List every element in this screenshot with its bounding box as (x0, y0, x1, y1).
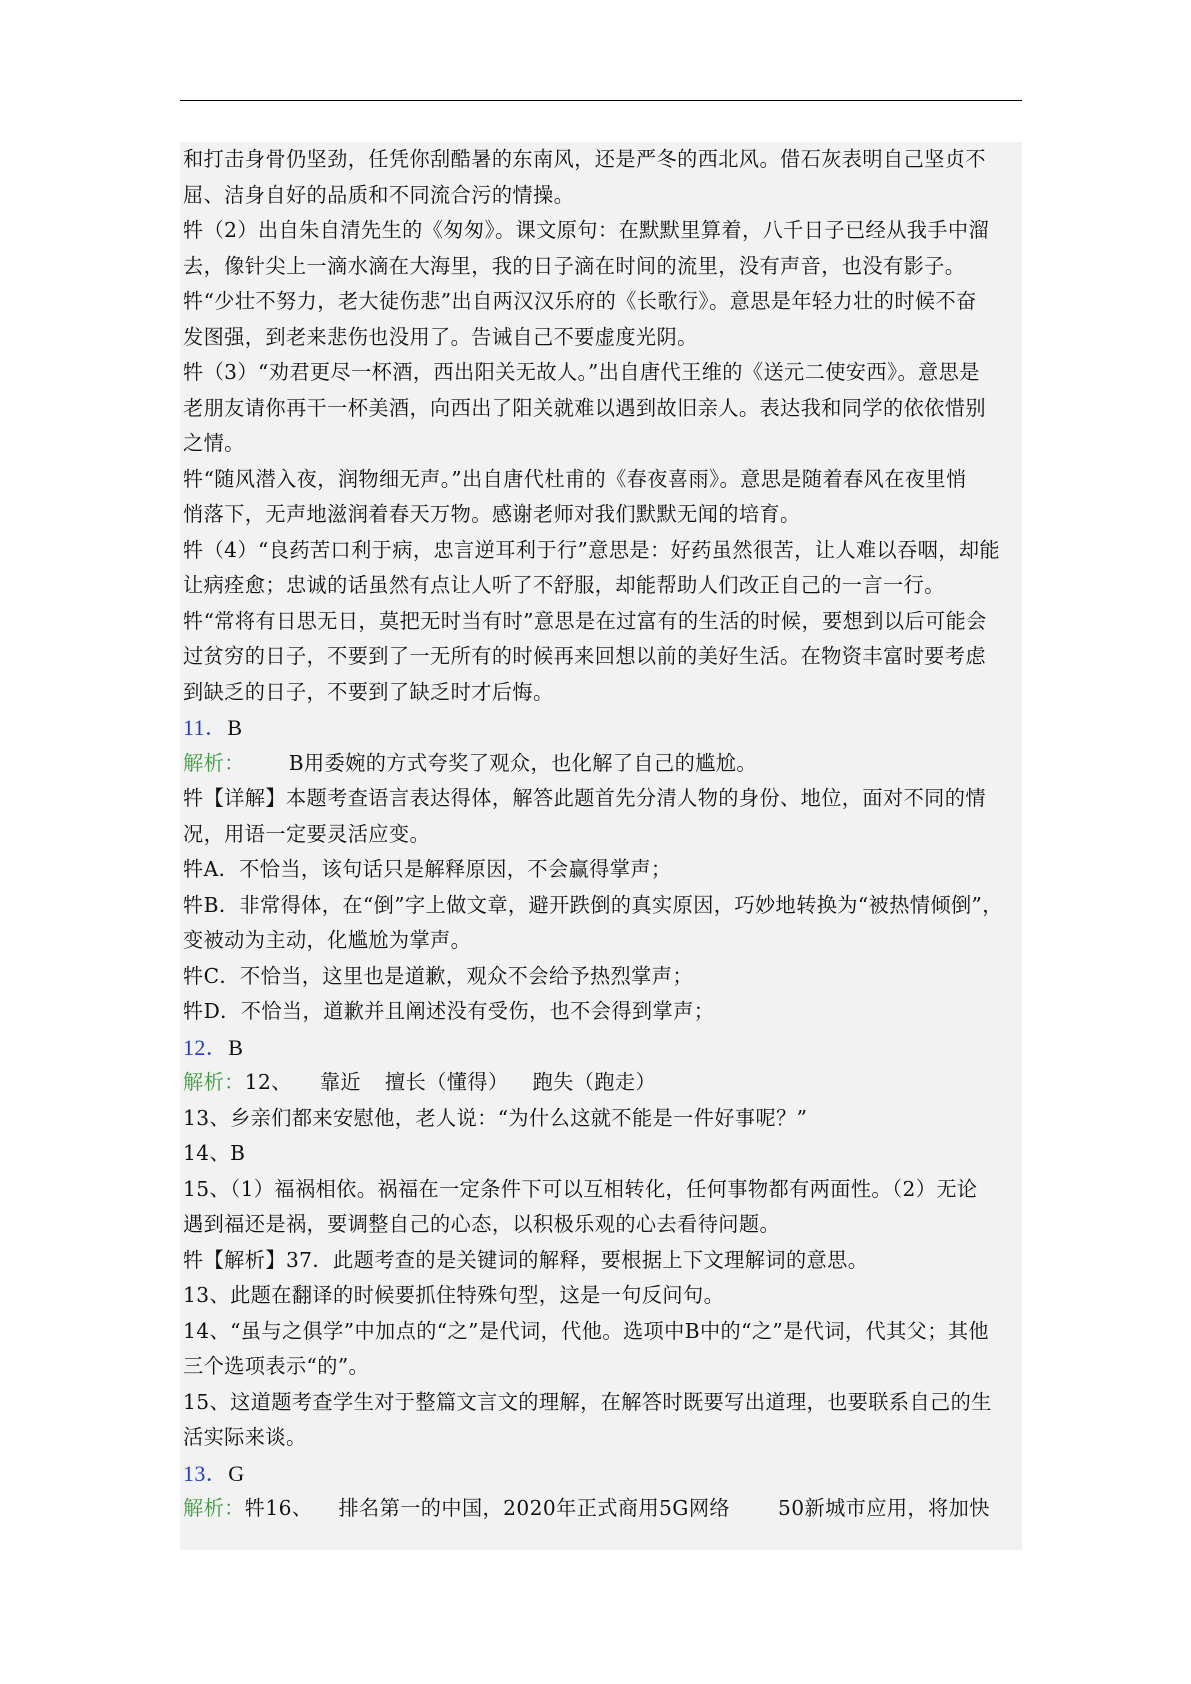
text-line: 之情。 (183, 431, 245, 455)
analysis-label: 解析： (183, 750, 245, 775)
text-line: 15、这道题考查学生对于整篇文言文的理解，在解答时既要写出道理，也要联系自己的生 (183, 1389, 992, 1414)
text-line: 老朋友请你再干一杯美酒，向西出了阳关就难以遇到故旧亲人。表达我和同学的依依惜别 (183, 395, 986, 420)
text-line: 牪（2）出自朱自清先生的《匆匆》。课文原句：在默默里算着，八千日子已经从我手中溜 (183, 218, 990, 242)
text-line: 让病痊愈；忠诚的话虽然有点让人听了不舒服，却能帮助人们改正自己的一言一行。 (183, 573, 945, 597)
question-answer: G (228, 1460, 245, 1486)
text-line: 况，用语一定要灵活应变。 (183, 821, 431, 846)
question-answer: B (228, 1034, 244, 1060)
question-11-heading (183, 710, 1014, 746)
analysis-item: 靠近 (319, 1070, 362, 1094)
analysis-line (183, 1065, 1014, 1101)
analysis-text: 牪16、 (244, 1496, 313, 1520)
analysis-text: 排名第一的中国，2020年正式商用5G网络 (338, 1496, 730, 1520)
text-line: 13、此题在翻译的时候要抓住特殊句型，这是一句反问句。 (183, 1283, 725, 1307)
text-line: 牪C．不恰当，这里也是道歉，观众不会给予热烈掌声； (183, 963, 693, 988)
text-line: 遇到福还是祸，要调整自己的心态，以积极乐观的心去看待问题。 (183, 1212, 781, 1236)
text-line: 牪B．非常得体，在“倒”字上做文章，避开跌倒的真实原因，巧妙地转换为“被热情倾倒”， (183, 892, 1003, 917)
text-line: 牪【详解】本题考查语言表达得体，解答此题首先分清人物的身份、地位，面对不同的情 (183, 786, 986, 810)
analysis-item: 跑失（跑走） (532, 1070, 657, 1094)
text-line: 牪（3）“劝君更尽一杯酒，西出阳关无故人。”出自唐代王维的《送元二使安西》。意思是 (183, 360, 980, 384)
analysis-label: 解析： (183, 1070, 245, 1094)
question-13-heading (183, 1456, 1014, 1492)
header-rule (180, 100, 1022, 101)
text-line: 发图强，到老来悲伤也没用了。告诫自己不要虚度光阴。 (183, 324, 698, 349)
analysis-line (183, 1491, 1014, 1527)
question-number: 12． (183, 1034, 229, 1060)
text-line: 屈、洁身自好的品质和不同流合污的情操。 (183, 182, 575, 207)
text-line: 牪“少壮不努力，老大徒伤悲”出自两汉汉乐府的《长歌行》。意思是年轻力壮的时候不奋 (183, 289, 977, 313)
text-line: 牪D．不恰当，道歉并且阐述没有受伤，也不会得到掌声； (183, 999, 715, 1023)
analysis-text: 12、 (244, 1070, 292, 1094)
text-line: 悄落下，无声地滋润着春天万物。感谢老师对我们默默无闻的培育。 (183, 502, 801, 526)
analysis-label: 解析： (183, 1496, 245, 1520)
analysis-text: 50新城市应用，将加快 (778, 1496, 990, 1520)
text-line: 去，像针尖上一滴水滴在大海里，我的日子滴在时间的流里，没有声音，也没有影子。 (183, 253, 966, 278)
text-line: 过贫穷的日子，不要到了一无所有的时候再来回想以前的美好生活。在物资丰富时要考虑 (183, 644, 986, 668)
text-line: 牪“随风潜入夜，润物细无声。”出自唐代杜甫的《春夜喜雨》。意思是随着春风在夜里悄 (183, 466, 967, 491)
text-line: 14、B (183, 1141, 246, 1165)
text-line: 14、“虽与之俱学”中加点的“之”是代词，代他。选项中B中的“之”是代词，代其父；其他 (183, 1318, 990, 1343)
question-answer: B (227, 715, 243, 740)
question-number: 11． (183, 715, 228, 740)
answer-content (180, 142, 1022, 1550)
text-line: 活实际来谈。 (183, 1425, 307, 1449)
text-line: 到缺乏的日子，不要到了缺乏时才后悔。 (183, 679, 554, 704)
analysis-item: 擅长（懂得） (385, 1070, 509, 1094)
question-12-heading (183, 1030, 1014, 1066)
text-line: 牪A．不恰当，该句话只是解释原因，不会赢得掌声； (183, 857, 672, 881)
text-line: 牪【解析】37．此题考查的是关键词的解释，要根据上下文理解词的意思。 (183, 1247, 869, 1272)
analysis-line (183, 746, 1014, 782)
text-line: 牪“常将有日思无日，莫把无时当有时”意思是在过富有的生活的时候，要想到以后可能会 (183, 608, 987, 633)
text-line: 和打击身骨仍坚劲，任凭你刮酷暑的东南风，还是严冬的西北风。借石灰表明自己坚贞不 (183, 147, 986, 171)
text-line: 牪（4）“良药苦口利于病，忠言逆耳利于行”意思是：好药虽然很苦，让人难以吞咽，却能 (183, 537, 1001, 562)
text-line: 15、（1）福祸相依。祸福在一定条件下可以互相转化，任何事物都有两面性。（2）无论 (183, 1176, 978, 1201)
text-line: 13、乡亲们都来安慰他，老人说：“为什么这就不能是一件好事呢？” (183, 1105, 808, 1130)
analysis-text: B用委婉的方式夸奖了观众，也化解了自己的尴尬。 (288, 750, 757, 775)
text-line: 三个选项表示“的”。 (183, 1354, 370, 1378)
text-line: 变被动为主动，化尴尬为掌声。 (183, 928, 472, 952)
question-number: 13． (183, 1460, 229, 1486)
